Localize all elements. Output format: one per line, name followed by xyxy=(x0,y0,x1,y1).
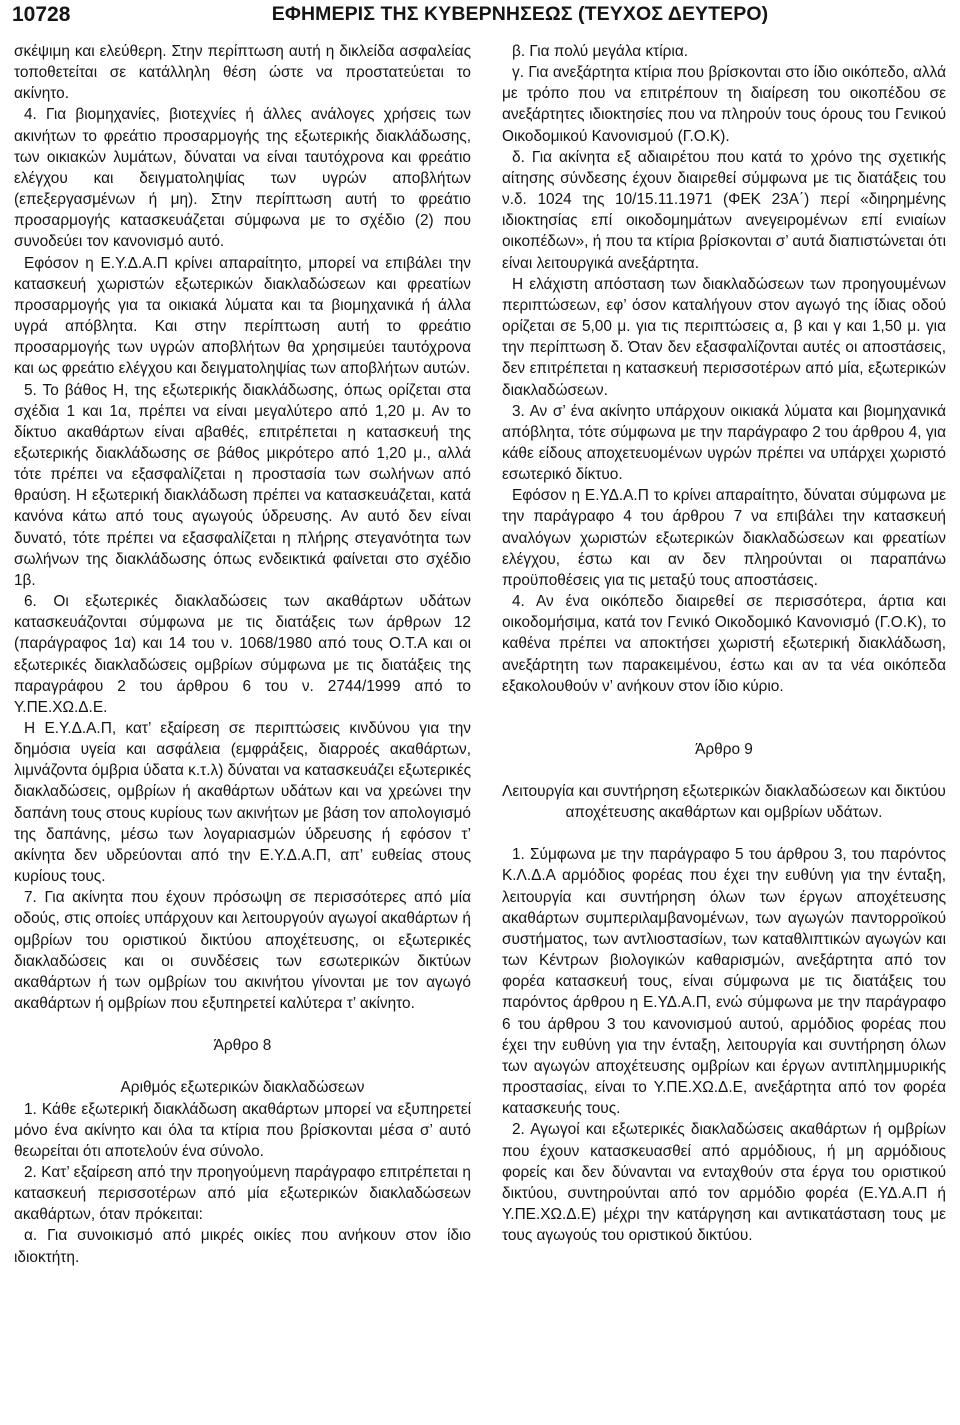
paragraph: Εφόσον η Ε.Υ.Δ.Α.Π κρίνει απαραίτητο, μπορεί να επιβάλει την κατασκευή χωριστών εξωτερικών διακλαδώσεων και φρεατίων προσαρμογής για τα οικιακά λύματα και τα βιομηχανικά ή άλλα υγρά απόβλητα. Και στην περίπτωση αυτή το φρεάτιο προσαρμογής των υγρών αποβλήτων θα χρησιμεύει ταυτόχρονα και ως φρεάτιο ελέγχου και δειγματοληψίας των αποβλήτων αυτών. xyxy=(14,254,471,378)
paragraph: γ. Για ανεξάρτητα κτίρια που βρίσκονται στο ίδιο οικόπεδο, αλλά με τρόπο που να επιτρέπουν τη διαίρεση του οικοπέδου σε ανεξάρτητες ιδιοκτησίες που να πληρούν τους όρους του Γενικού Οικοδομικού Κανονισμού (Γ.Ο.Κ). xyxy=(502,64,946,145)
paragraph: δ. Για ακίνητα εξ αδιαιρέτου που κατά το χρόνο της σχετικής αίτησης σύνδεσης έχουν διαιρεθεί σύμφωνα με τις διατάξεις του ν.δ. 1024 της 10/15.11.1971 (ΦΕΚ 23Α΄) περί «διηρημένης ιδιοκτησίας επί οικοδομημάτων ανεγειρομένων επί ενιαίων οικοπέδων», ή που τα κτίρια βρίσκονται σ’ αυτά διαπιστώνεται ότι είναι λειτουργικά ανεξάρτητα. xyxy=(502,148,946,272)
page-header xyxy=(0,0,960,30)
paragraph: 1. Κάθε εξωτερική διακλάδωση ακαθάρτων μπορεί να εξυπηρετεί μόνο ένα ακίνητο και όλα τα κτίρια που βρίσκονται μέσα σ’ αυτό θεωρείται ότι αποτελούν ένα σύνολο. xyxy=(14,1100,471,1160)
left-column xyxy=(14,41,471,1268)
article-9-title: Λειτουργία και συντήρηση εξωτερικών διακλαδώσεων και δικτύου αποχέτευσης ακαθάρτων και ομβρίων υδάτων. xyxy=(502,783,946,822)
paragraph: 2. Κατ’ εξαίρεση από την προηγούμενη παράγραφο επιτρέπεται η κατασκευή περισσοτέρων από μία εξωτερικών διακλαδώσεων ακαθάρτων, όταν πρόκειται: xyxy=(14,1163,471,1224)
article-8-heading: Άρθρο 8 xyxy=(213,1037,272,1055)
paragraph: β. Για πολύ μεγάλα κτίρια. xyxy=(512,43,688,60)
right-column xyxy=(502,41,946,1246)
paragraph: 5. Το βάθος Η, της εξωτερικής διακλάδωσης, όπως ορίζεται στα σχέδια 1 και 1α, πρέπει να είναι μεγαλύτερο από 1,20 μ. Αν το δίκτυο ακαθάρτων είναι αβαθές, επιτρέπεται η κατασκευή της εξωτερικής διακλάδωσης σε βάθος μικρότερο από 1,20 μ., αλλά τότε πρέπει να εξασφαλίζεται η προστασία των σωλήνων από θραύση. Η εξωτερική διακλάδωση πρέπει να κατασκευάζεται, κατά κανόνα κάτω από τους αγωγούς ύδρευσης. Αν αυτό δεν είναι δυνατό, τότε πρέπει να εξασφαλίζεται η πλήρης στεγανότητα των σωλήνων της διακλάδωσης όπως ενδεικτικά φαίνεται στο σχέδιο 1β. xyxy=(14,381,471,589)
paragraph: α. Για συνοικισμό από μικρές οικίες που ανήκουν στον ίδιο ιδιοκτήτη. xyxy=(14,1227,471,1266)
article-9-heading: Άρθρο 9 xyxy=(695,740,753,758)
paragraph: Η Ε.Υ.Δ.Α.Π, κατ’ εξαίρεση σε περιπτώσεις κινδύνου για την δημόσια υγεία και ασφάλεια (εμφράξεις, διαρροές ακαθάρτων, λιμνάζοντα όμβρια ύδατα κ.τ.λ) δύναται να κατασκευάζει εξωτερικές διακλαδώσεις, ομβρίων ή ακαθάρτων υδάτων και να χρεώνει την δαπάνη τους στους κυρίους των ακινήτων με βάση τον απολογισμό της δαπάνης, μέσω των λογαριασμών ύδρευσης ή εφόσον τ’ ακίνητα δεν υδρεύονται από την Ε.Υ.Δ.Α.Π, απ’ ευθείας στους κυρίους τους. xyxy=(14,720,472,886)
paragraph: 2. Αγωγοί και εξωτερικές διακλαδώσεις ακαθάρτων ή ομβρίων που έχουν κατασκευασθεί από αρμόδιους, ή μη αρμόδιους φορείς και δεν δύνανται να ενταχθούν στα έργα του οριστικού δικτύου, συντηρούνται από τον αρμόδιο φορέα (Ε.ΥΔ.Α.Π ή Υ.ΠΕ.ΧΩ.Δ.Ε) μέχρι την κατάργηση και αντικατάσταση τους με τους αγωγούς του οριστικού δικτύου. xyxy=(502,1121,946,1245)
page-number: 10728 xyxy=(12,3,71,26)
journal-title: ΕΦΗΜΕΡΙΣ ΤΗΣ ΚΥΒΕΡΝΗΣΕΩΣ (ΤΕΥΧΟΣ ΔΕΥΤΕΡΟ) xyxy=(271,3,769,25)
paragraph: 4. Αν ένα οικόπεδο διαιρεθεί σε περισσότερα, άρτια και οικοδομήσιμα, κατά τον Γενικό Οικοδομικό Κανονισμό (Γ.Ο.Κ), το καθένα πρέπει να αποκτήσει χωριστή εξωτερική διακλάδωση, ανεξάρτητη των παρακειμένου, έστω και αν τα νέα οικόπεδα εξακολουθούν ν’ ανήκουν στον ίδιο κύριο. xyxy=(502,593,946,695)
paragraph: 4. Για βιομηχανίες, βιοτεχνίες ή άλλες ανάλογες χρήσεις των ακινήτων το φρεάτιο προσαρμογής της εξωτερικής διακλάδωσης, των οικιακών λυμάτων, δύναται να είναι ταυτόχρονα και φρεάτιο ελέγχου και δειγματοληψίας των υγρών αποβλήτων (επεξεργασμένων ή μη). Στην περίπτωση αυτή το φρεάτιο προσαρμογής κατασκευάζεται σύμφωνα με το σχέδιο (2) που συνοδεύει τον κανονισμό αυτό. xyxy=(14,106,471,251)
paragraph: Η ελάχιστη απόσταση των διακλαδώσεων των προηγουμένων περιπτώσεων, εφ’ όσον καταλήγουν στον αγωγό της ίδιας οδού ορίζεται σε 5,00 μ. για τις περιπτώσεις α, β και γ και 1,50 μ. για την περίπτωση δ. Όταν δεν εξασφαλίζονται αυτές οι αποστάσεις, δεν επιτρέπεται η κατασκευή περισσοτέρων από μία, εξωτερικών διακλαδώσεων. xyxy=(502,275,946,399)
paragraph: Εφόσον η Ε.ΥΔ.Α.Π το κρίνει απαραίτητο, δύναται σύμφωνα με την παράγραφο 4 του άρθρου 7 να επιβάλει την κατασκευή αναλόγων χωριστών εξωτερικών διακλαδώσεων και φρεατίων ελέγχου, έστω και αν δεν πληρούνται οι παραπάνω προϋποθέσεις για τις μεταξύ τους αποστάσεις. xyxy=(502,487,946,589)
article-8-title: Αριθμός εξωτερικών διακλαδώσεων xyxy=(120,1079,365,1097)
paragraph: 6. Οι εξωτερικές διακλαδώσεις των ακαθάρτων υδάτων κατασκευάζονται σύμφωνα με τις διατάξεις των άρθρων 12 (παράγραφος 1α) και 14 του ν. 1068/1980 από τους Ο.Τ.Α και οι εξωτερικές διακλαδώσεις ομβρίων σύμφωνα με τις διατάξεις της παραγράφου 2 του άρθρου 6 του ν. 2744/1999 από το Υ.ΠΕ.ΧΩ.Δ.Ε. xyxy=(14,593,471,716)
paragraph: 1. Σύμφωνα με την παράγραφο 5 του άρθρου 3, του παρόντος Κ.Λ.Δ.Α αρμόδιος φορέας που έχει την ευθύνη για την ένταξη, λειτουργία και συντήρηση όλων των έργων αποχέτευσης ακαθάρτων συμπεριλαμβανομένων, των αγωγών παντορροϊκού συστήματος, των αντλιοστασίων, των καταθλιπτικών αγωγών και των Κέντρων βιολογικών καθαρισμών, ανεξάρτητα από τον φορέα κατασκευή τους, είναι σύμφωνα με τις διατάξεις του παρόντος άρθρου η Ε.ΥΔ.Α.Π, ενώ σύμφωνα με την παράγραφο 6 του άρθρου 3 του κανονισμού αυτού, αρμόδιος φορέας που έχει την ευθύνη για την ένταξη, λειτουργία και συντήρηση όλων των αγωγών αποχέτευσης ομβρίων και έργων αντιπλημμυρικής προστασίας, είναι το Υ.ΠΕ.ΧΩ.Δ.Ε, ανεξάρτητα από τον φορέα κατασκευής τους. xyxy=(502,846,946,1118)
paragraph: 3. Αν σ’ ένα ακίνητο υπάρχουν οικιακά λύματα και βιομηχανικά απόβλητα, τότε σύμφωνα με την παράγραφο 2 του άρθρου 4, για κάθε είδους αποχετευομένων υγρών πρέπει να υπάρχει χωριστό εσωτερικό δίκτυο. xyxy=(502,402,946,484)
paragraph: σκέψιμη και ελεύθερη. Στην περίπτωση αυτή η δικλείδα ασφαλείας τοποθετείται σε κατάλληλη θέση ώστε να προστατεύεται το ακίνητο. xyxy=(14,43,471,103)
paragraph: 7. Για ακίνητα που έχουν πρόσωψη σε περισσότερες από μία οδούς, στις οποίες υπάρχουν και λειτουργούν αγωγοί ακαθάρτων ή ομβρίων του οριστικού δικτύου αποχέτευσης, οι εξωτερικές διακλαδώσεις και οι συνδέσεις των εσωτερικών δικτύων ακαθάρτων ή των ομβρίων του ακινήτου γίνονται με τον αγωγό ακαθάρτων ή ομβρίων που εξυπηρετεί καλύτερα τ’ ακίνητο. xyxy=(14,889,471,1013)
